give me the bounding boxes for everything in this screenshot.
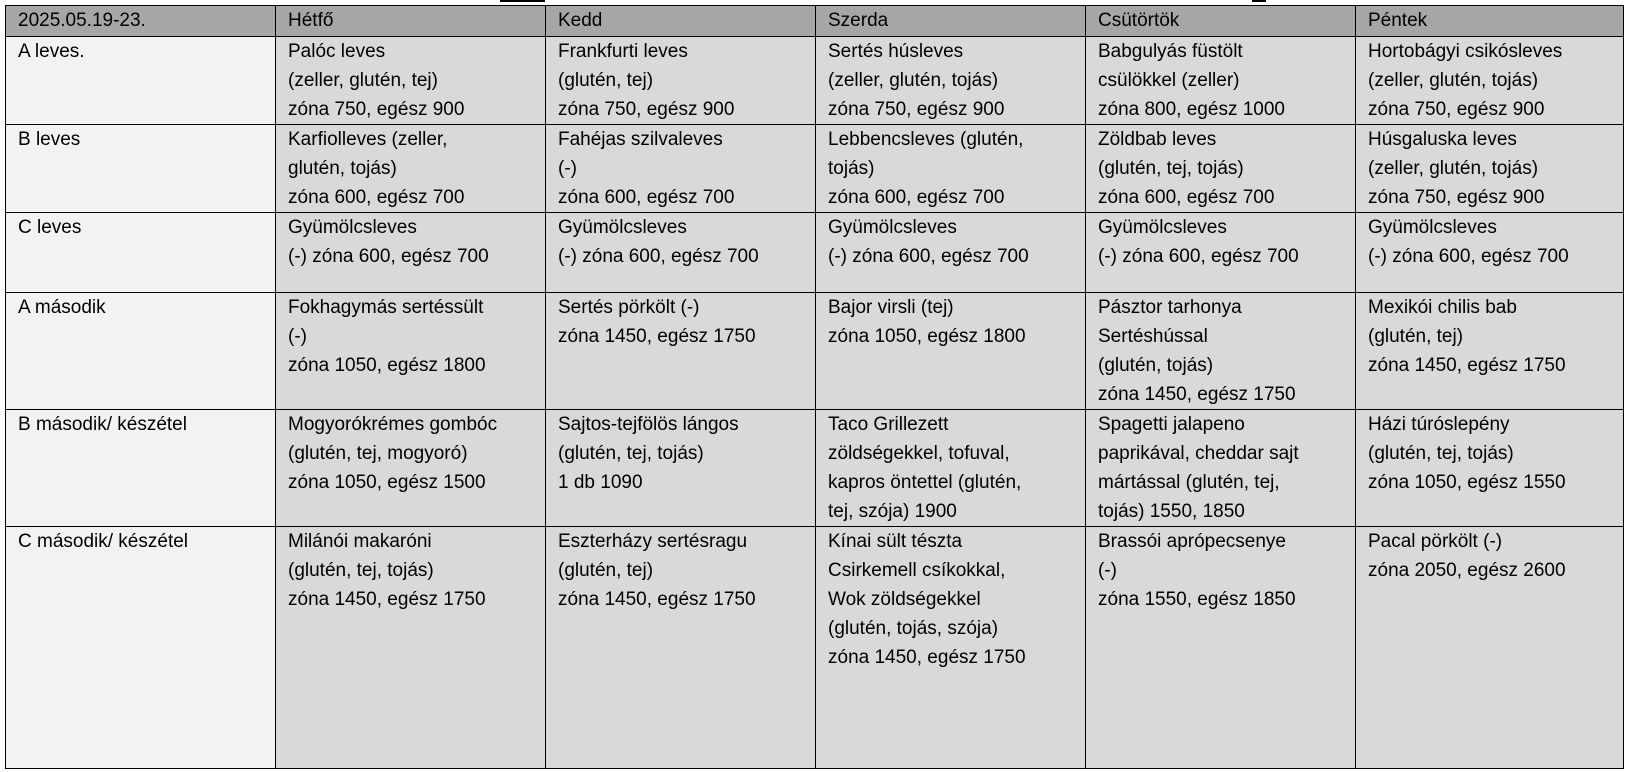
table-row [6, 37, 1624, 125]
menu-cell: Sajtos-tejfölös lángos (glutén, tej, tojás) 1 db 1090 [546, 410, 816, 527]
row-label: B második/ készétel [6, 410, 276, 527]
header-row [6, 6, 1624, 37]
menu-cell: Milánói makaróni (glutén, tej, tojás) zóna 1450, egész 1750 [276, 527, 546, 769]
table-row [6, 213, 1624, 293]
menu-cell: Gyümölcsleves (-) zóna 600, egész 700 [1086, 213, 1356, 293]
menu-cell: Spagetti jalapeno paprikával, cheddar sajt mártással (glutén, tej, tojás) 1550, 1850 [1086, 410, 1356, 527]
menu-cell: Taco Grillezett zöldségekkel, tofuval, kapros öntettel (glutén, tej, szója) 1900 [816, 410, 1086, 527]
table-row [6, 293, 1624, 410]
menu-cell: Mexikói chilis bab (glutén, tej) zóna 1450, egész 1750 [1356, 293, 1624, 410]
table-row [6, 125, 1624, 213]
menu-cell: Kínai sült tészta Csirkemell csíkokkal, Wok zöldségekkel (glutén, tojás, szója) zóna 1450, egész 1750 [816, 527, 1086, 769]
menu-cell: Mogyorókrémes gombóc (glutén, tej, mogyoró) zóna 1050, egész 1500 [276, 410, 546, 527]
menu-cell: Pásztor tarhonya Sertéshússal (glutén, tojás) zóna 1450, egész 1750 [1086, 293, 1356, 410]
menu-cell: Hortobágyi csikósleves (zeller, glutén, tojás) zóna 750, egész 900 [1356, 37, 1624, 125]
date-range-cell: 2025.05.19-23. [6, 6, 276, 37]
menu-cell: Frankfurti leves (glutén, tej) zóna 750, egész 900 [546, 37, 816, 125]
menu-cell: Fahéjas szilvaleves (-) zóna 600, egész 700 [546, 125, 816, 213]
menu-cell: Pacal pörkölt (-) zóna 2050, egész 2600 [1356, 527, 1624, 769]
day-header-monday: Hétfő [276, 6, 546, 37]
row-label: A második [6, 293, 276, 410]
day-header-wednesday: Szerda [816, 6, 1086, 37]
top-edge-mark-right [1252, 0, 1266, 2]
menu-cell: Sertés húsleves (zeller, glutén, tojás) zóna 750, egész 900 [816, 37, 1086, 125]
menu-cell: Gyümölcsleves (-) zóna 600, egész 700 [546, 213, 816, 293]
row-label: B leves [6, 125, 276, 213]
menu-cell: Húsgaluska leves (zeller, glutén, tojás) zóna 750, egész 900 [1356, 125, 1624, 213]
menu-cell: Eszterházy sertésragu (glutén, tej) zóna 1450, egész 1750 [546, 527, 816, 769]
menu-cell: Palóc leves (zeller, glutén, tej) zóna 750, egész 900 [276, 37, 546, 125]
table-row [6, 410, 1624, 527]
menu-cell: Gyümölcsleves (-) zóna 600, egész 700 [276, 213, 546, 293]
menu-cell: Lebbencsleves (glutén, tojás) zóna 600, egész 700 [816, 125, 1086, 213]
row-label: C leves [6, 213, 276, 293]
day-header-tuesday: Kedd [546, 6, 816, 37]
menu-cell: Házi túróslepény (glutén, tej, tojás) zóna 1050, egész 1550 [1356, 410, 1624, 527]
menu-cell: Sertés pörkölt (-) zóna 1450, egész 1750 [546, 293, 816, 410]
row-label: C második/ készétel [6, 527, 276, 769]
row-label: A leves. [6, 37, 276, 125]
menu-cell: Brassói aprópecsenye (-) zóna 1550, egész 1850 [1086, 527, 1356, 769]
table-row [6, 527, 1624, 769]
menu-cell: Zöldbab leves (glutén, tej, tojás) zóna 600, egész 700 [1086, 125, 1356, 213]
weekly-menu-table [5, 5, 1624, 769]
menu-cell: Babgulyás füstölt csülökkel (zeller) zóna 800, egész 1000 [1086, 37, 1356, 125]
menu-cell: Gyümölcsleves (-) zóna 600, egész 700 [1356, 213, 1624, 293]
menu-cell: Gyümölcsleves (-) zóna 600, egész 700 [816, 213, 1086, 293]
menu-cell: Fokhagymás sertéssült (-) zóna 1050, egész 1800 [276, 293, 546, 410]
day-header-thursday: Csütörtök [1086, 6, 1356, 37]
menu-cell: Bajor virsli (tej) zóna 1050, egész 1800 [816, 293, 1086, 410]
top-edge-mark-left [500, 0, 545, 2]
day-header-friday: Péntek [1356, 6, 1624, 37]
menu-cell: Karfiolleves (zeller, glutén, tojás) zóna 600, egész 700 [276, 125, 546, 213]
